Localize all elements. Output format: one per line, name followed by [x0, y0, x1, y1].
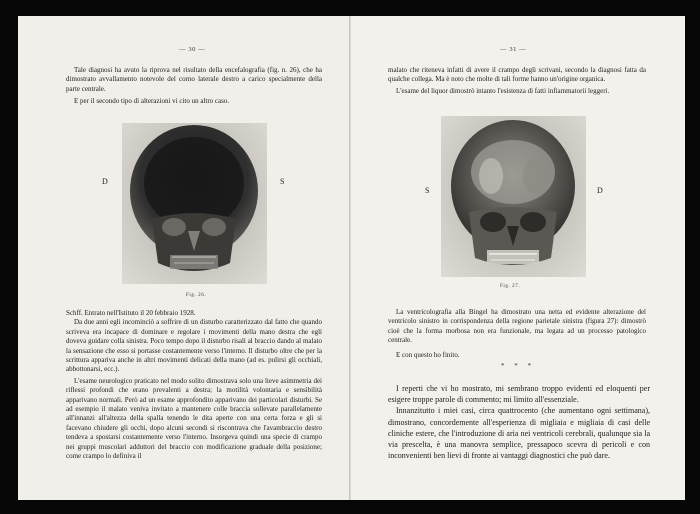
- right-page: [351, 16, 685, 500]
- left-top-text: [66, 66, 322, 107]
- left-bottom-text: [66, 309, 322, 462]
- paragraph: L'esame del liquor dimostrò intanto l'esistenza di fatti infiammatorii leggeri.: [396, 86, 610, 95]
- paragraph: Da due anni egli incominciò a soffrire di un disturbo caratterizzato dal fatto che quando scriveva era incapace di dominare e regolare i movimenti della mano destra che egli doveva guidare colla sinistra. Poco tempo dopo il disturbo risalì al braccio dando al malato la sensazione che esso si portasse costantemente verso l'interno. Il disturbo oltre che per la scrittura appariva anche in altri movimenti delicati della mano (ad es. pulirsi gli occhiali, abbottonarsi, ecc.).: [66, 318, 322, 374]
- figure-side-label: S: [280, 177, 285, 186]
- figure-side-label: D: [102, 177, 108, 186]
- xray-figure-27: [441, 116, 586, 277]
- figure-side-label: D: [597, 186, 603, 195]
- paragraph: I reperti che vi ho mostrato, mi sembrano troppo evidenti ed eloquenti per esigere troppe parole di commento; mi limito all'essenziale.: [388, 384, 650, 405]
- paragraph: La ventricolografia alla Bingel ha dimostrato una netta ed evidente alterazione del ventricolo sinistro in corrispondenza della regione parietale sinistra (figura 27): dimostrò cioè che la forma morbosa non era funzionale, ma legata ad un processo patologico centrale.: [388, 308, 646, 345]
- paragraph: Schff. Entrato nell'Istituto il 20 febbraio 1928.: [66, 309, 196, 317]
- figure-caption: Fig. 26.: [186, 293, 207, 298]
- paragraph: Innanzitutto i miei casi, circa quattrocento (che aumentano ogni settimana), dimostrano, concordemente all'esperienza di migliaia e migliaia di casi delle cliniche estere, che l'introduzione di aria nei ventricoli cerebrali, qualunque sia la via prescelta, è una manovra semplice, pressapoco scevra di pericoli e con inconvenienti ben lievi di fronte ai vantaggi diagnostici che può dare.: [388, 406, 650, 461]
- paragraph: L'esame neurologico praticato nel modo solito dimostrava solo una lieve asimmetria dei riflessi profondi che erano prevalenti a destra; la motilità volontaria e sensibilità apparivano normali. Però ad un esame approfondito apparivano dei particolari disturbi. Se ad esempio il malato veniva invitato a mantenere colle braccia sollevate parallelamente all'innanzi all'altezza della spalla tenendo le dita aperte con una certa forza e gli si facevano chiudere gli occhi, dopo alcuni secondi si riscontrava che l'avambraccio destro tendeva a spostarsi costantemente verso l'interno. Insorgeva quindi una specie di crampo nei gruppi muscolari adduttori del braccio con modificazione graduale della posizione; come crampo lo definiva il: [66, 376, 322, 461]
- paragraph: E per il secondo tipo di alterazioni vi cito un altro caso.: [74, 97, 230, 106]
- left-page: [18, 16, 350, 500]
- right-middle-text: [388, 308, 646, 360]
- paragraph: malato che riteneva infatti di avere il crampo degli scrivani, secondo la diagnosi fatta da qualche collega. Ma è noto che molte di tali forme hanno un'origine organica.: [388, 66, 646, 84]
- skull-xray-image: [122, 123, 267, 284]
- page-number: — 31 —: [500, 46, 527, 53]
- paragraph: E con questo ho finito.: [396, 350, 460, 359]
- paragraph: Tale diagnosi ha avuto la riprova nel risultato della encefalografia (fig. n. 26), che ha dimostrato avvallamento notevole del corno laterale destro a carico specialmente della parte centrale.: [66, 66, 322, 93]
- xray-figure-26: [122, 123, 267, 284]
- figure-side-label: S: [425, 186, 430, 195]
- figure-caption: Fig. 27.: [500, 284, 521, 289]
- page-number: — 30 —: [179, 46, 206, 53]
- right-top-text: [388, 66, 646, 96]
- right-closing-text: [388, 383, 650, 461]
- section-separator: * * *: [501, 362, 535, 370]
- skull-xray-image: [441, 116, 586, 277]
